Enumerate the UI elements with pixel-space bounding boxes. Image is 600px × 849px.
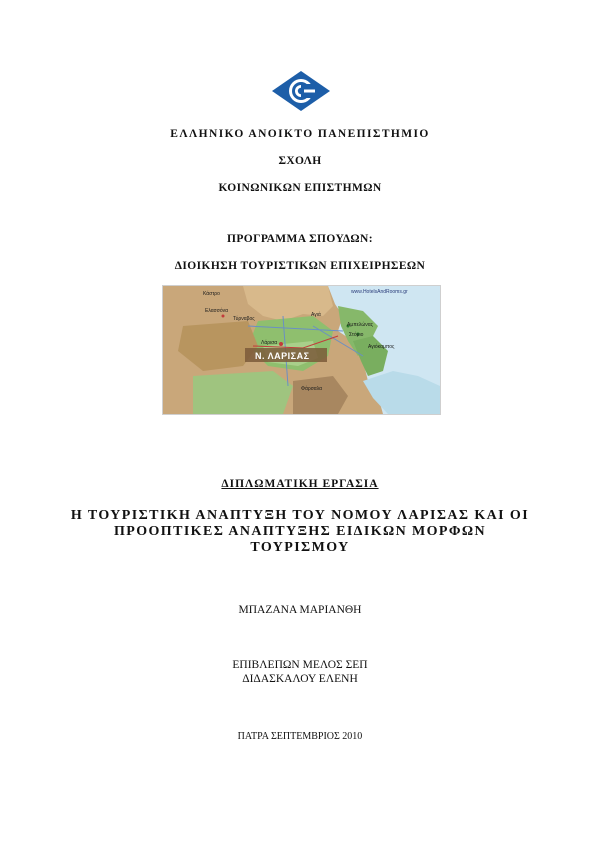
place-date: ΠΑΤΡΑ ΣΕΠΤΕΜΒΡΙΟΣ 2010: [237, 731, 363, 742]
thesis-title-line: ΤΟΥΡΙΣΜΟΥ: [250, 540, 350, 555]
map-place-label: Αμπελώνας: [347, 322, 374, 328]
program-label: ΠΡΟΓΡΑΜΜΑ ΣΠΟΥΔΩΝ:: [227, 233, 373, 245]
supervisor-name: ΔΙΔΑΣΚΑΛΟΥ ΕΛΕΝΗ: [242, 673, 358, 685]
map-place-label: Ελασσόνα: [205, 308, 228, 314]
map-place-label: Κάστρο: [203, 291, 220, 297]
supervisor-role: ΕΠΙΒΛΕΠΩΝ ΜΕΛΟΣ ΣΕΠ: [232, 659, 368, 671]
program-name: ΔΙΟΙΚΗΣΗ ΤΟΥΡΙΣΤΙΚΩΝ ΕΠΙΧΕΙΡΗΣΕΩΝ: [174, 260, 426, 272]
map-site-label: www.HotelsAndRooms.gr: [351, 289, 408, 295]
thesis-title-line: Η ΤΟΥΡΙΣΤΙΚΗ ΑΝΑΠΤΥΞΗ ΤΟΥ ΝΟΜΟΥ ΛΑΡΙΣΑΣ ΚΑΙ ΟΙ: [70, 508, 530, 523]
map-place-label: Αγιά: [311, 312, 321, 318]
map-place-label: Φάρσαλα: [301, 386, 323, 392]
thesis-title-line: ΠΡΟΟΠΤΙΚΕΣ ΑΝΑΠΤΥΞΗΣ ΕΙΔΙΚΩΝ ΜΟΡΦΩΝ: [113, 524, 486, 539]
map-place-label: Λάρισα: [261, 340, 278, 346]
thesis-type: ΔΙΠΛΩΜΑΤΙΚΗ ΕΡΓΑΣΙΑ: [221, 478, 379, 490]
map-place-label: Τύρναβος: [233, 316, 255, 322]
map-place-label: Αγιόκαμπος: [368, 344, 395, 350]
faculty-name: ΚΟΙΝΩΝΙΚΩΝ ΕΠΙΣΤΗΜΩΝ: [218, 182, 382, 194]
university-logo: [271, 70, 331, 112]
thesis-title: [0, 508, 600, 556]
school-label: ΣΧΟΛΗ: [278, 155, 322, 167]
larisa-map-image: [162, 285, 441, 415]
map-illustration: [163, 286, 440, 414]
logo-emblem-icon: [271, 70, 331, 112]
map-place-label: Στόμιο: [349, 332, 364, 338]
map-region-label: Ν. ΛΑΡΙΣΑΣ: [255, 351, 310, 361]
university-name: ΕΛΛΗΝΙΚΟ ΑΝΟΙΚΤΟ ΠΑΝΕΠΙΣΤΗΜΙΟ: [170, 128, 430, 140]
author-name: ΜΠΑΖΑΝΑ ΜΑΡΙΑΝΘΗ: [238, 604, 362, 616]
